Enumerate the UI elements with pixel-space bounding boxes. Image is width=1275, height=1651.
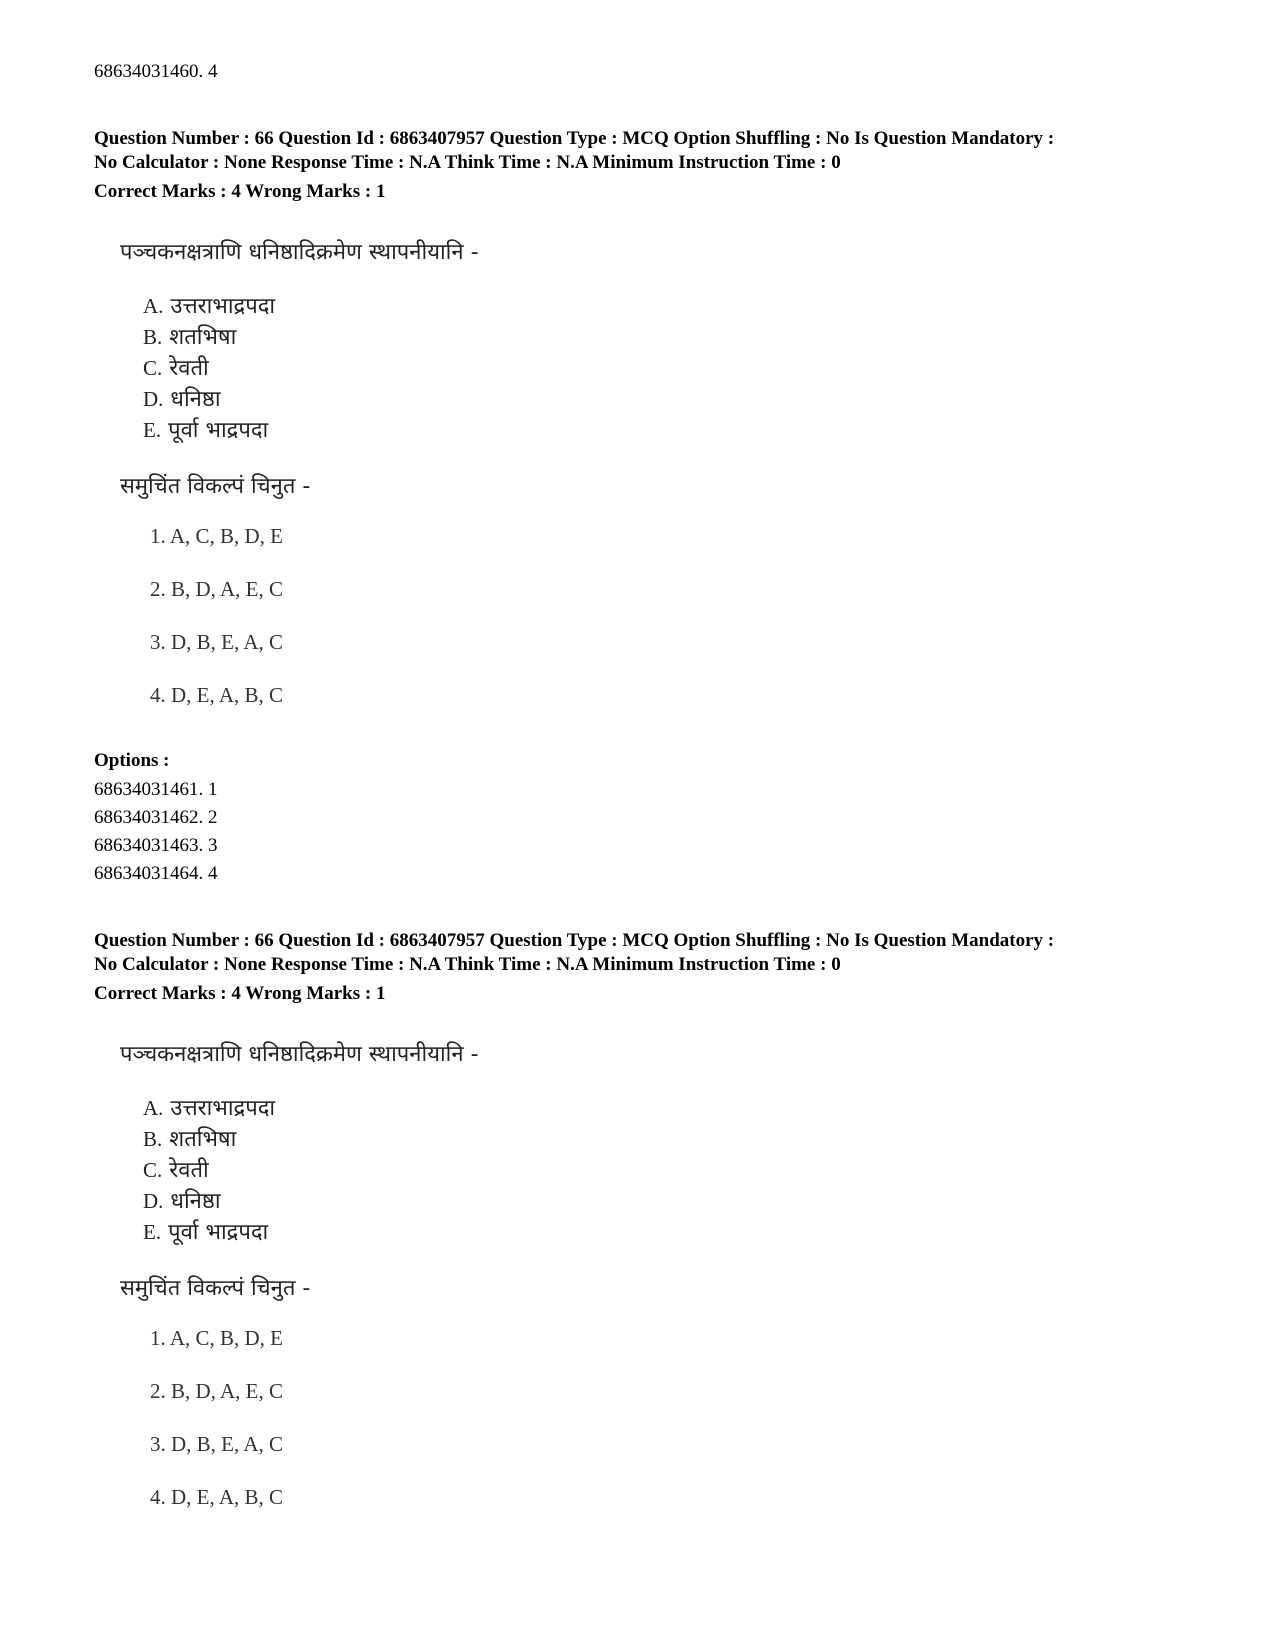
item-letter: D. [143, 387, 164, 411]
item-text: पूर्वा भाद्रपदा [168, 418, 269, 443]
option-line: 68634031464. 4 [94, 863, 218, 884]
marks-line: Correct Marks : 4 Wrong Marks : 1 [94, 181, 386, 202]
item-letter: C. [143, 356, 163, 380]
question-item [143, 414, 268, 444]
answer-choice: 1. A, C, B, D, E [150, 1326, 284, 1350]
question-item [143, 290, 275, 320]
choose-instruction: समुचिंत विकल्पं चिनुत - [120, 474, 311, 499]
item-letter: A. [143, 294, 164, 318]
answer-choice: 4. D, E, A, B, C [150, 1485, 284, 1509]
item-letter: E. [143, 418, 162, 442]
answer-choice: 2. B, D, A, E, C [150, 577, 284, 601]
question-item [143, 1092, 275, 1122]
question-header-line1: Question Number : 66 Question Id : 6863407957 Question Type : MCQ Option Shuffling : No Is Question Mandatory : [94, 128, 1055, 149]
option-line: 68634031461. 1 [94, 779, 218, 800]
item-text: धनिष्ठा [170, 1189, 221, 1214]
item-text: रेवती [169, 356, 209, 381]
item-letter: E. [143, 1220, 162, 1244]
question-item [143, 352, 209, 382]
question-item [143, 383, 221, 413]
item-text: शतभिषा [169, 1127, 237, 1152]
answer-choice: 3. D, B, E, A, C [150, 1432, 284, 1456]
item-text: रेवती [169, 1158, 209, 1183]
option-line: 68634031463. 3 [94, 835, 218, 856]
question-text: पञ्चकनक्षत्राणि धनिष्ठादिक्रमेण स्थापनीयानि - [120, 240, 479, 265]
question-text: पञ्चकनक्षत्राणि धनिष्ठादिक्रमेण स्थापनीयानि - [120, 1042, 479, 1067]
answer-choice: 4. D, E, A, B, C [150, 683, 284, 707]
options-heading: Options : [94, 750, 170, 771]
item-letter: B. [143, 1127, 163, 1151]
item-text: शतभिषा [169, 325, 237, 350]
answer-choice: 3. D, B, E, A, C [150, 630, 284, 654]
item-text: पूर्वा भाद्रपदा [168, 1220, 269, 1245]
choose-instruction: समुचिंत विकल्पं चिनुत - [120, 1276, 311, 1301]
question-item [143, 1154, 209, 1184]
question-header-line2: No Calculator : None Response Time : N.A Think Time : N.A Minimum Instruction Time : 0 [94, 954, 841, 975]
question-item [143, 1216, 268, 1246]
item-letter: C. [143, 1158, 163, 1182]
answer-choice: 1. A, C, B, D, E [150, 524, 284, 548]
question-item [143, 1185, 221, 1215]
question-header-line2: No Calculator : None Response Time : N.A Think Time : N.A Minimum Instruction Time : 0 [94, 152, 841, 173]
item-text: उत्तराभाद्रपदा [170, 294, 276, 319]
item-letter: B. [143, 325, 163, 349]
question-header-line1: Question Number : 66 Question Id : 6863407957 Question Type : MCQ Option Shuffling : No Is Question Mandatory : [94, 930, 1055, 951]
option-line: 68634031462. 2 [94, 807, 218, 828]
item-letter: A. [143, 1096, 164, 1120]
answer-choice: 2. B, D, A, E, C [150, 1379, 284, 1403]
question-item [143, 1123, 236, 1153]
previous-option-line: 68634031460. 4 [94, 61, 218, 82]
item-letter: D. [143, 1189, 164, 1213]
question-item [143, 321, 236, 351]
marks-line: Correct Marks : 4 Wrong Marks : 1 [94, 983, 386, 1004]
item-text: धनिष्ठा [170, 387, 221, 412]
item-text: उत्तराभाद्रपदा [170, 1096, 276, 1121]
